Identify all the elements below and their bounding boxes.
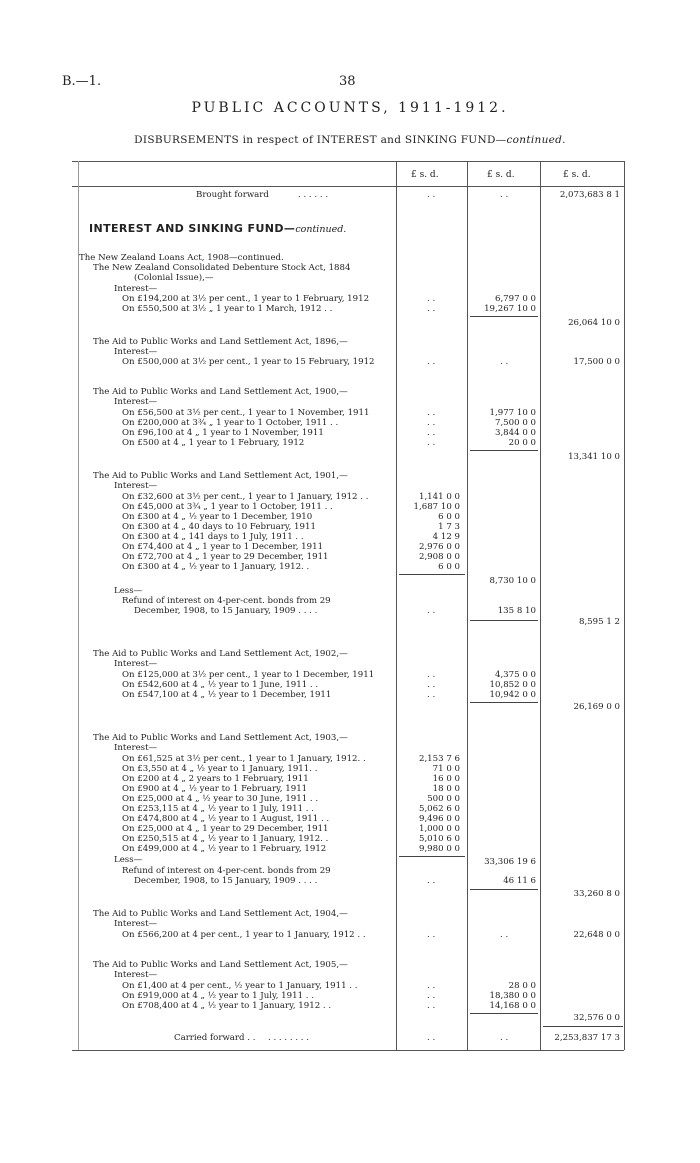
table-left-rule [78, 161, 79, 1050]
act-1902-row-2-c2: 10,852 0 0 [489, 680, 536, 690]
paper-reference: B.—1. [62, 74, 102, 89]
act-1905-row-3-c2: 14,168 0 0 [489, 1001, 536, 1011]
act-1905-row-2: On £919,000 at 4 „ ½ year to 1 July, 1911 . . [122, 991, 314, 1001]
act-1903-row-2: On £3,550 at 4 „ ½ year to 1 January, 1911. . [122, 764, 318, 774]
act-1903-row-3-c1: 16 0 0 [432, 774, 460, 784]
act-1903-row-2-c1: 71 0 0 [432, 764, 460, 774]
act-1904-row-1-c2: . . [500, 930, 509, 940]
act-1901-row-8-c1: 6 0 0 [438, 562, 460, 572]
act-1901-row-8: On £300 at 4 „ ½ year to 1 January, 1912. . [122, 562, 310, 572]
act-1905-underline [470, 1013, 538, 1014]
act-1900-row-2-c1: . . [427, 418, 436, 428]
table-right-rule [624, 161, 625, 1050]
act-1903-row-9: On £250,515 at 4 „ ½ year to 1 January, 1912. . [122, 834, 329, 844]
act-1900-row-1: On £56,500 at 3½ per cent., 1 year to 1 November, 1911 [122, 408, 370, 418]
act-1903-row-10: On £499,000 at 4 „ ½ year to 1 February, 1912 [122, 844, 327, 854]
act-1896-row-1-c2: . . [500, 357, 509, 367]
act-1901-refund-line-2: December, 1908, to 15 January, 1909 . . . . [134, 606, 318, 616]
act-1903-total: 33,260 8 0 [573, 889, 620, 899]
brought-forward-c3: 2,073,683 8 1 [559, 190, 620, 200]
act-1900-row-2: On £200,000 at 3¾ „ 1 year to 1 October, 1911 . . [122, 418, 339, 428]
column-header-2: £ s. d. [487, 170, 515, 180]
act-1903-row-8: On £25,000 at 4 „ 1 year to 29 December, 1911 [122, 824, 329, 834]
act-1900-row-3: On £96,100 at 4 „ 1 year to 1 November, 1911 [122, 428, 324, 438]
act-1900-title: The Aid to Public Works and Land Settlement Act, 1900,— [93, 387, 348, 397]
act-1903-refund-line-2: December, 1908, to 15 January, 1909 . . . . [134, 876, 318, 886]
section-heading: INTEREST AND SINKING FUND—continued. [89, 222, 347, 235]
act-1908-interest-label: Interest— [114, 284, 158, 294]
brought-forward-label: Brought forward [196, 190, 269, 200]
act-1900-interest-label: Interest— [114, 397, 158, 407]
act-1901-row-7: On £72,700 at 4 „ 1 year to 29 December, 1911 [122, 552, 329, 562]
act-1903-row-7-c1: 9,496 0 0 [418, 814, 460, 824]
act-1903-refund-c2: 46 11 6 [503, 876, 536, 886]
act-1902-row-3: On £547,100 at 4 „ ½ year to 1 December, 1911 [122, 690, 332, 700]
act-1905-total: 32,576 0 0 [573, 1013, 620, 1023]
act-1905-row-1-c1: . . [427, 981, 436, 991]
act-1900-row-3-c2: 3,844 0 0 [494, 428, 536, 438]
act-1901-row-1: On £32,600 at 3½ per cent., 1 year to 1 January, 1912 . . [122, 492, 369, 502]
act-1902-underline [470, 702, 538, 703]
carried-forward-c2: . . [500, 1033, 509, 1043]
page-number: 38 [339, 74, 356, 89]
act-1900-total: 13,341 10 0 [568, 452, 620, 462]
act-1903-title: The Aid to Public Works and Land Settlement Act, 1903,— [93, 733, 348, 743]
act-1901-c1-underline [399, 574, 465, 575]
act-1900-row-3-c1: . . [427, 428, 436, 438]
act-1903-row-9-c1: 5,010 6 0 [418, 834, 460, 844]
act-1901-row-7-c1: 2,908 0 0 [418, 552, 460, 562]
act-1908-row-1-c1: . . [427, 294, 436, 304]
act-1896-title: The Aid to Public Works and Land Settlement Act, 1896,— [93, 337, 348, 347]
act-1900-row-2-c2: 7,500 0 0 [494, 418, 536, 428]
act-1903-row-3: On £200 at 4 „ 2 years to 1 February, 1911 [122, 774, 309, 784]
act-1908-row-2: On £550,500 at 3½ „ 1 year to 1 March, 1912 . . [122, 304, 333, 314]
act-1901-row-6-c1: 2,976 0 0 [418, 542, 460, 552]
act-1904-row-1-c1: . . [427, 930, 436, 940]
act-1902-row-1-c1: . . [427, 670, 436, 680]
act-1903-row-6-c1: 5,062 6 0 [418, 804, 460, 814]
carried-forward-c1: . . [427, 1033, 436, 1043]
act-1902-total: 26,169 0 0 [573, 702, 620, 712]
act-1908-total: 26,064 10 0 [568, 318, 620, 328]
page-subtitle: DISBURSEMENTS in respect of INTEREST and SINKING FUND—continued. [134, 134, 566, 146]
act-1901-row-2-c1: 1,687 10 0 [413, 502, 460, 512]
act-1900-row-4-c1: . . [427, 438, 436, 448]
act-1908-row-2-c2: 19,267 10 0 [484, 304, 536, 314]
act-1903-row-8-c1: 1,000 0 0 [418, 824, 460, 834]
act-1902-row-3-c2: 10,942 0 0 [489, 690, 536, 700]
act-1896-row-1-c3: 17,500 0 0 [573, 357, 620, 367]
act-1902-row-1: On £125,000 at 3½ per cent., 1 year to 1 December, 1911 [122, 670, 375, 680]
act-1900-row-4: On £500 at 4 „ 1 year to 1 February, 1912 [122, 438, 305, 448]
table-header-rule [72, 186, 624, 187]
brought-forward-dots: . . . . . . [298, 190, 329, 200]
act-1902-row-3-c1: . . [427, 690, 436, 700]
brought-forward-c2: . . [500, 190, 509, 200]
act-1896-row-1: On £500,000 at 3½ per cent., 1 year to 15 February, 1912 [122, 357, 375, 367]
act-1903-interest-label: Interest— [114, 743, 158, 753]
act-1908-row-1-c2: 6,797 0 0 [494, 294, 536, 304]
act-1901-row-1-c1: 1,141 0 0 [418, 492, 460, 502]
act-1903-row-10-c1: 9,980 0 0 [418, 844, 460, 854]
act-1903-row-1-c1: 2,153 7 6 [418, 754, 460, 764]
act-1901-refund-c2: 135 8 10 [497, 606, 536, 616]
act-1903-refund-c1: . . [427, 876, 436, 886]
act-1903-c1-underline [399, 856, 465, 857]
act-1903-underline [470, 889, 538, 890]
act-1904-title: The Aid to Public Works and Land Settlement Act, 1904,— [93, 909, 348, 919]
act-1903-row-5-c1: 500 0 0 [427, 794, 460, 804]
act-1905-total-underline [543, 1026, 623, 1027]
act-1904-row-1: On £566,200 at 4 per cent., 1 year to 1 January, 1912 . . [122, 930, 366, 940]
act-1902-row-2: On £542,600 at 4 „ ½ year to 1 June, 1911 . . [122, 680, 319, 690]
act-1896-interest-label: Interest— [114, 347, 158, 357]
table-top-rule [72, 161, 624, 162]
carried-forward-c3: 2,253,837 17 3 [554, 1033, 620, 1043]
act-1900-row-4-c2: 20 0 0 [508, 438, 536, 448]
act-1901-row-6: On £74,400 at 4 „ 1 year to 1 December, 1911 [122, 542, 324, 552]
act-1902-interest-label: Interest— [114, 659, 158, 669]
act-1902-row-1-c2: 4,375 0 0 [494, 670, 536, 680]
column-rule-2 [467, 161, 468, 1050]
act-1901-refund-line-1: Refund of interest on 4-per-cent. bonds from 29 [122, 596, 331, 606]
brought-forward-c1: . . [427, 190, 436, 200]
act-1905-row-2-c2: 18,380 0 0 [489, 991, 536, 1001]
act-1901-row-4-c1: 1 7 3 [438, 522, 460, 532]
act-1908-subtitle-2: (Colonial Issue),— [134, 273, 214, 283]
page-title: PUBLIC ACCOUNTS, 1911-1912. [191, 100, 509, 116]
act-1901-row-3-c1: 6 0 0 [438, 512, 460, 522]
column-header-3: £ s. d. [563, 170, 591, 180]
act-1896-row-1-c1: . . [427, 357, 436, 367]
act-1902-row-2-c1: . . [427, 680, 436, 690]
act-1901-subtotal: 8,730 10 0 [489, 576, 536, 586]
act-1901-refund-c1: . . [427, 606, 436, 616]
act-1903-row-4-c1: 18 0 0 [432, 784, 460, 794]
act-1903-row-6: On £253,115 at 4 „ ½ year to 1 July, 1911 . . [122, 804, 314, 814]
table-bottom-rule [72, 1050, 624, 1051]
act-1900-row-1-c2: 1,977 10 0 [489, 408, 536, 418]
act-1905-interest-label: Interest— [114, 970, 158, 980]
act-1903-row-4: On £900 at 4 „ ½ year to 1 February, 1911 [122, 784, 308, 794]
act-1905-row-2-c1: . . [427, 991, 436, 1001]
column-rule-3 [540, 161, 541, 1050]
act-1903-row-1: On £61,525 at 3½ per cent., 1 year to 1 January, 1912. . [122, 754, 366, 764]
act-1901-less-label: Less— [114, 586, 143, 596]
act-1901-row-5-c1: 4 12 9 [432, 532, 460, 542]
act-1908-row-1: On £194,200 at 3½ per cent., 1 year to 1 February, 1912 [122, 294, 370, 304]
act-1908-subtitle: The New Zealand Consolidated Debenture Stock Act, 1884 [93, 263, 351, 273]
act-1908-underline [470, 316, 538, 317]
act-1903-row-7: On £474,800 at 4 „ ½ year to 1 August, 1911 . . [122, 814, 330, 824]
act-1905-row-3-c1: . . [427, 1001, 436, 1011]
act-1900-row-1-c1: . . [427, 408, 436, 418]
act-1902-title: The Aid to Public Works and Land Settlement Act, 1902,— [93, 649, 348, 659]
act-1901-row-3: On £300 at 4 „ ½ year to 1 December, 1910 [122, 512, 313, 522]
column-header-1: £ s. d. [411, 170, 439, 180]
act-1904-interest-label: Interest— [114, 919, 158, 929]
act-1903-row-5: On £25,000 at 4 „ ½ year to 30 June, 1911 . . [122, 794, 319, 804]
act-1900-underline [470, 450, 538, 451]
act-1901-interest-label: Interest— [114, 481, 158, 491]
act-1908-title: The New Zealand Loans Act, 1908—continued. [79, 253, 284, 263]
act-1905-row-1-c2: 28 0 0 [508, 981, 536, 991]
carried-forward-dots: . . . . . . . . [268, 1033, 309, 1043]
act-1908-row-2-c1: . . [427, 304, 436, 314]
act-1901-row-2: On £45,000 at 3¾ „ 1 year to 1 October, 1911 . . [122, 502, 333, 512]
act-1901-row-5: On £300 at 4 „ 141 days to 1 July, 1911 . . [122, 532, 304, 542]
act-1903-subtotal: 33,306 19 6 [484, 857, 536, 867]
act-1901-row-4: On £300 at 4 „ 40 days to 10 February, 1911 [122, 522, 316, 532]
act-1904-row-1-c3: 22,648 0 0 [573, 930, 620, 940]
act-1901-title: The Aid to Public Works and Land Settlement Act, 1901,— [93, 471, 348, 481]
act-1903-refund-line-1: Refund of interest on 4-per-cent. bonds from 29 [122, 866, 331, 876]
act-1905-title: The Aid to Public Works and Land Settlement Act, 1905,— [93, 960, 348, 970]
act-1905-row-3: On £708,400 at 4 „ ½ year to 1 January, 1912 . . [122, 1001, 332, 1011]
column-rule-1 [396, 161, 397, 1050]
act-1901-total: 8,595 1 2 [578, 617, 620, 627]
act-1903-less-label: Less— [114, 855, 143, 865]
act-1901-underline [470, 620, 538, 621]
carried-forward-label: Carried forward . . [174, 1033, 256, 1043]
act-1905-row-1: On £1,400 at 4 per cent., ½ year to 1 January, 1911 . . [122, 981, 358, 991]
